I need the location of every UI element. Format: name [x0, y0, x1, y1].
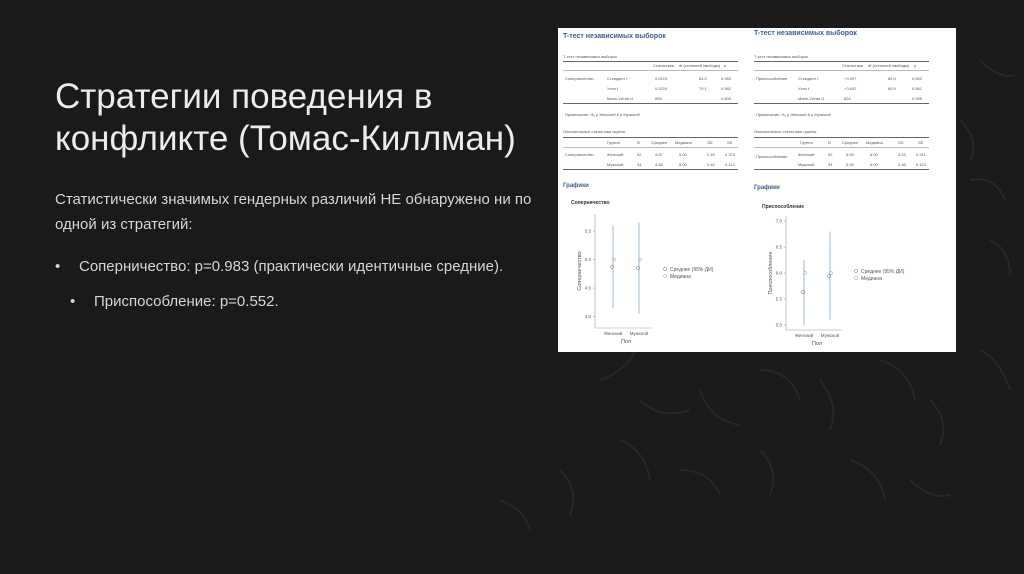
legend-marker-median — [855, 277, 858, 280]
table-rule — [754, 70, 929, 71]
table-rule — [563, 61, 738, 62]
x-tick-label: Женский — [794, 333, 814, 338]
variable-name: Соперничество — [565, 76, 594, 81]
desc-title: Описательные статистики группы — [563, 129, 626, 134]
x-axis-label: Пол — [620, 339, 632, 345]
intro-text: Статистически значимых гендерных различий НЕ обнаружено ни по одной из стратегий: — [55, 191, 532, 233]
desc-title: Описательные статистики группы — [754, 129, 817, 134]
ttest-subtitle: T-тест независимых выборок — [563, 54, 617, 59]
bullet-dot: • — [55, 258, 61, 275]
row-label: Стьюдент t — [607, 76, 628, 81]
desc-header: SD — [898, 140, 904, 145]
plot-competition — [561, 208, 751, 352]
table-note: Примечание. Hₐ μ Женский ≠ μ Мужской — [756, 112, 831, 117]
desc-mean: 4.87 — [655, 152, 663, 157]
y-tick-label: 5.5 — [775, 296, 782, 302]
stats-column-left — [561, 28, 751, 352]
y-tick-label: 5.5 — [584, 228, 591, 234]
statistics-screenshot — [558, 28, 956, 352]
desc-variable: Приспособление — [756, 154, 788, 159]
bullet-competition — [55, 257, 503, 277]
desc-se: 0.311 — [916, 152, 926, 157]
col-header-df: df (степеней свободы) — [679, 63, 721, 68]
ttest-title: T-тест независимых выборок — [754, 30, 857, 37]
legend-marker-median — [664, 275, 667, 278]
desc-median: 6.00 — [870, 152, 878, 157]
plot-accommodation — [752, 210, 942, 352]
row-df: 79.1 — [699, 86, 707, 91]
desc-group: Женский — [607, 152, 624, 157]
bullet-text: Соперничество: p=0.983 (практически идентичные средние). — [79, 258, 504, 275]
row-label: Уэлч t — [607, 86, 619, 91]
row-stat: 0.0219 — [655, 76, 668, 81]
row-df: 65.9 — [888, 86, 896, 91]
x-tick-label: Женский — [603, 331, 623, 336]
desc-n: 52 — [637, 152, 642, 157]
legend-label: Медиана — [670, 273, 691, 280]
bullet-text: Приспособление: p=0.552. — [94, 293, 279, 310]
desc-n: 34 — [828, 162, 833, 167]
ttest-title: T-тест независимых выборок — [563, 33, 666, 40]
row-df: 84.0 — [888, 76, 896, 81]
desc-header: Медиана — [866, 140, 883, 145]
desc-header: Среднее — [842, 140, 859, 145]
legend-label: Среднее (95% ДИ) — [670, 266, 714, 273]
desc-se: 0.422 — [916, 162, 927, 167]
plots-title: Графики — [563, 183, 589, 189]
desc-sd: 2.46 — [898, 162, 906, 167]
row-label: Уэлч t — [798, 86, 810, 91]
col-header-stat: Статистика — [653, 63, 675, 68]
row-label: Манн-Уитни U — [607, 96, 634, 101]
row-p: 0.595 — [912, 96, 923, 101]
table-rule — [754, 147, 929, 148]
stats-column-right — [752, 28, 942, 352]
row-label: Манн-Уитни U — [798, 96, 825, 101]
plots-title: Графики — [754, 185, 780, 191]
row-p: 0.983 — [721, 76, 732, 81]
y-tick-label: 7.0 — [775, 218, 782, 224]
desc-n: 34 — [637, 162, 642, 167]
desc-header: SE — [727, 140, 733, 145]
table-rule — [563, 147, 738, 148]
row-label: Стьюдент t — [798, 76, 819, 81]
legend-marker-mean — [664, 268, 667, 271]
col-header-p: p — [724, 63, 727, 68]
desc-sd: 2.40 — [707, 162, 715, 167]
table-rule — [754, 137, 929, 138]
table-rule — [563, 70, 738, 71]
row-stat: 855 — [655, 96, 662, 101]
legend-marker-mean — [855, 270, 858, 273]
desc-n: 52 — [828, 152, 833, 157]
desc-header: Среднее — [651, 140, 668, 145]
row-stat: −0.597 — [844, 76, 857, 81]
row-p: 0.552 — [912, 76, 923, 81]
desc-header: N — [828, 140, 831, 145]
desc-se: 0.373 — [725, 152, 736, 157]
desc-sd: 2.24 — [898, 152, 906, 157]
y-tick-label: 6.5 — [775, 244, 782, 250]
y-tick-label: 4.5 — [584, 285, 591, 291]
y-axis-label: Приспособление — [768, 251, 774, 295]
table-rule — [563, 137, 738, 138]
desc-median: 5.00 — [679, 162, 687, 167]
bullet-accommodation — [70, 292, 279, 312]
variable-name: Приспособление — [756, 76, 788, 81]
legend-label: Медиана — [861, 275, 882, 282]
x-tick-label: Мужской — [820, 333, 840, 338]
x-tick-label: Мужской — [629, 331, 649, 336]
table-rule — [754, 61, 929, 62]
desc-median: 5.00 — [679, 152, 687, 157]
bullet-dot: • — [70, 293, 76, 310]
desc-header: N — [637, 140, 640, 145]
row-p: 0.561 — [912, 86, 923, 91]
desc-header: SD — [707, 140, 713, 145]
row-stat: 824 — [844, 96, 851, 101]
row-stat: 0.0224 — [655, 86, 668, 91]
table-rule — [754, 169, 929, 170]
desc-mean: 5.94 — [846, 162, 854, 167]
desc-mean: 5.63 — [846, 152, 854, 157]
col-header-stat: Статистика — [842, 63, 864, 68]
col-header-p: p — [914, 63, 917, 68]
desc-sd: 2.49 — [707, 152, 715, 157]
desc-median: 6.00 — [870, 162, 878, 167]
desc-group: Мужской — [607, 162, 624, 167]
row-p: 0.800 — [721, 96, 732, 101]
desc-mean: 4.85 — [655, 162, 663, 167]
row-p: 0.982 — [721, 86, 732, 91]
table-rule — [563, 169, 738, 170]
row-stat: −0.602 — [844, 86, 857, 91]
desc-header: Медиана — [675, 140, 692, 145]
desc-group: Мужской — [798, 162, 815, 167]
plot-title: Соперничество — [571, 200, 610, 206]
y-tick-label: 6.0 — [775, 270, 782, 276]
col-header-df: df (степеней свободы) — [868, 63, 910, 68]
table-rule — [754, 103, 929, 104]
desc-header: Группа — [800, 140, 813, 145]
legend-label: Среднее (95% ДИ) — [861, 268, 905, 275]
y-tick-label: 4.0 — [584, 314, 591, 320]
slide-title: Стратегии поведения в конфликте (Томас-Киллман) — [55, 77, 516, 158]
desc-se: 0.412 — [725, 162, 736, 167]
y-axis-label: Соперничество — [577, 251, 583, 291]
plot-title: Приспособление — [762, 204, 805, 210]
y-tick-label: 5.0 — [584, 257, 591, 263]
ttest-subtitle: T-тест независимых выборок — [754, 54, 808, 59]
desc-group: Женский — [798, 152, 815, 157]
y-tick-label: 5.0 — [775, 322, 782, 328]
desc-variable: Соперничество — [565, 152, 594, 157]
row-df: 84.0 — [699, 76, 707, 81]
desc-header: SE — [918, 140, 924, 145]
x-axis-label: Пол — [811, 341, 823, 347]
table-note: Примечание. Hₐ μ Женский ≠ μ Мужской — [565, 112, 640, 117]
table-rule — [563, 103, 738, 104]
desc-header: Группа — [607, 140, 620, 145]
